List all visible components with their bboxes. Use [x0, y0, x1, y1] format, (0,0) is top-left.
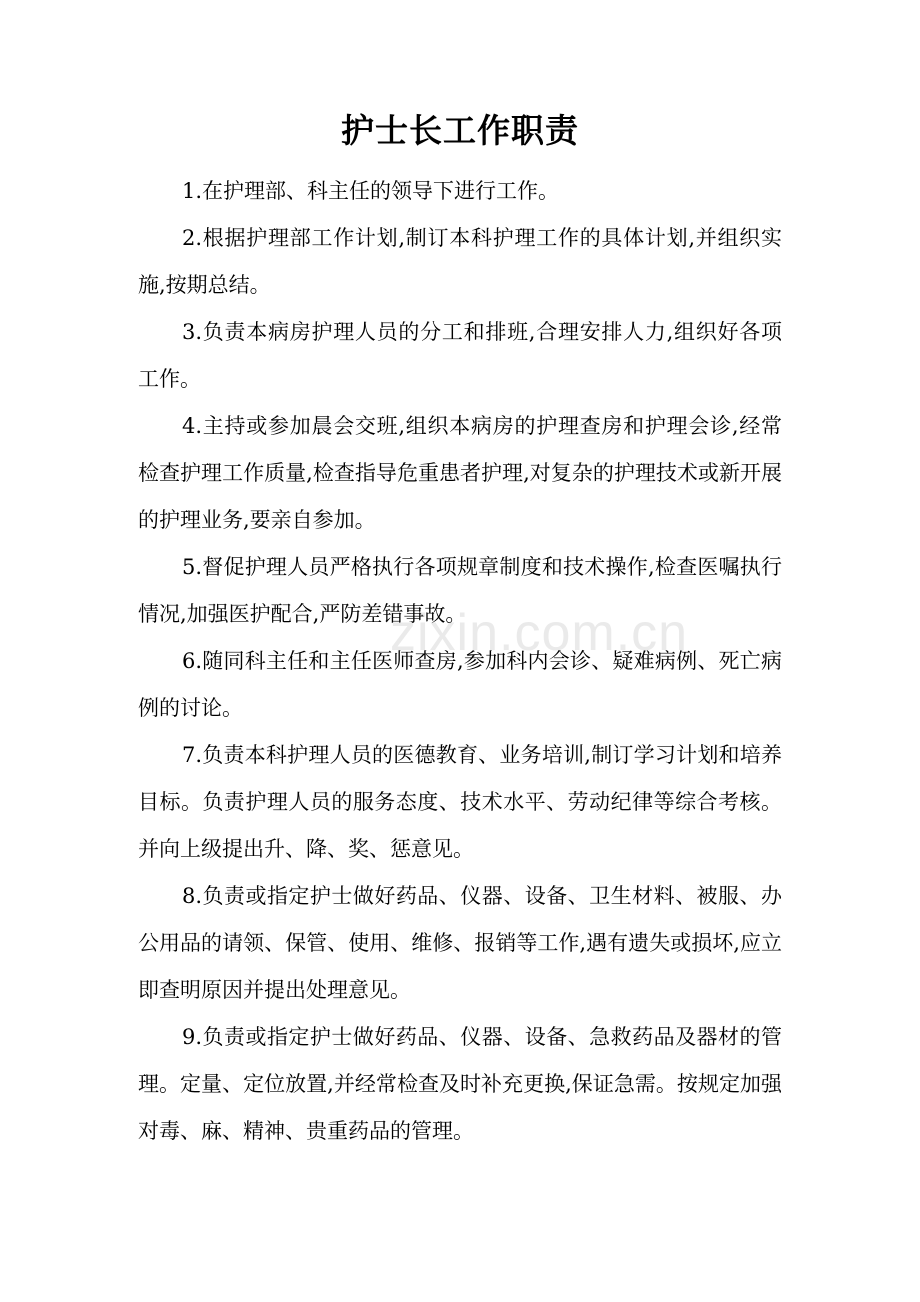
duty-paragraph-1: 1.在护理部、科主任的领导下进行工作。: [182, 179, 560, 203]
duty-paragraph-8: 8.负责或指定护士做好药品、仪器、设备、卫生材料、被服、办公用品的请领、保管、使用、维修、报销等工作,遇有遗失或损坏,应立即查明原因并提出处理意见。: [138, 884, 782, 1002]
duty-paragraph-4: 4.主持或参加晨会交班,组织本病房的护理查房和护理会诊,经常检查护理工作质量,检查指导危重患者护理,对复杂的护理技术或新开展的护理业务,要亲自参加。: [138, 414, 782, 532]
duty-paragraph-7: 7.负责本科护理人员的医德教育、业务培训,制订学习计划和培养目标。负责护理人员的服务态度、技术水平、劳动纪律等综合考核。并向上级提出升、降、奖、惩意见。: [138, 743, 782, 861]
duty-paragraph-2: 2.根据护理部工作计划,制订本科护理工作的具体计划,并组织实施,按期总结。: [138, 226, 782, 297]
duty-paragraph-9: 9.负责或指定护士做好药品、仪器、设备、急救药品及器材的管理。定量、定位放置,并经常检查及时补充更换,保证急需。按规定加强对毒、麻、精神、贵重药品的管理。: [138, 1025, 782, 1143]
duty-paragraph-5: 5.督促护理人员严格执行各项规章制度和技术操作,检查医嘱执行情况,加强医护配合,严防差错事故。: [138, 555, 782, 626]
watermark: zixin.com.cn: [390, 604, 689, 662]
duty-paragraph-6: 6.随同科主任和主任医师查房,参加科内会诊、疑难病例、死亡病例的讨论。: [138, 649, 782, 720]
document-title: 护士长工作职责: [341, 111, 579, 150]
duty-paragraph-3: 3.负责本病房护理人员的分工和排班,合理安排人力,组织好各项工作。: [138, 320, 782, 391]
